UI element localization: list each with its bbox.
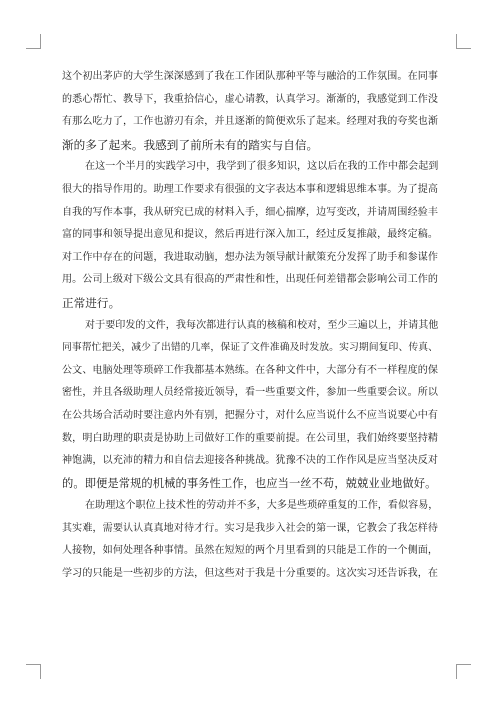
text-line: 自我的写作本事，我从研究已成的材料入手，细心揣摩，边写变改，并请周围经验丰 bbox=[62, 206, 438, 218]
text-line: 很大的指导作用的。助理工作要求有很强的文字表达本事和逻辑思维本事。为了提高 bbox=[62, 183, 438, 195]
text-line: 其实难，需要认认真真地对待才行。实习是我步入社会的第一课，它教会了我怎样待 bbox=[62, 522, 438, 534]
text-line: 在助理这个职位上技术性的劳动并不多，大多是些琐碎重复的工作，看似容易， bbox=[85, 500, 439, 512]
text-line: 同事帮忙把关，减少了出错的几率，保证了文件准确及时发放。实习期间复印、传真、 bbox=[62, 342, 438, 354]
paragraph-1 bbox=[62, 66, 438, 156]
text-line: 人接物，如何处理各种事情。虽然在短短的两个月里看到的只能是工作的一个侧面， bbox=[62, 545, 438, 557]
text-line: 在公共场合活动时要注意内外有别，把握分寸，对什么应当说什么不应当说要心中有 bbox=[62, 409, 438, 421]
text-line: 在这一个半月的实践学习中，我学到了很多知识，这以后在我的工作中都会起到 bbox=[85, 161, 439, 173]
text-line: 公文、电脑处理等琐碎工作我都基本熟练。在各种文件中，大部分有不一样程度的保 bbox=[62, 364, 438, 376]
text-line: 这个初出茅庐的大学生深深感到了我在工作团队那种平等与融洽的工作氛围。在同事 bbox=[62, 71, 438, 82]
body-text bbox=[62, 66, 438, 586]
text-line: 渐的多了起来。我感到了前所未有的踏实与自信。 bbox=[62, 137, 319, 152]
text-line: 数，明白助理的职责是协助上司做好工作的重要前提。在公司里，我们始终要坚持精 bbox=[62, 432, 438, 444]
crop-mark-bottom-right bbox=[456, 664, 471, 679]
text-line: 有那么吃力了，工作也游刃有余，并且逐渐的简便欢乐了起来。经理对我的夸奖也渐 bbox=[62, 116, 438, 128]
text-line: 对于要印发的文件，我每次都进行认真的核稿和校对，至少三遍以上，并请其他 bbox=[85, 319, 439, 331]
text-line: 的。即便是常规的机械的事务性工作，也应当一丝不苟，兢兢业业地做好。 bbox=[62, 476, 437, 490]
text-line: 用。公司上级对下级公文具有很高的严肃性和性，出现任何差错都会影响公司工作的 bbox=[62, 274, 438, 286]
text-line: 的悉心帮忙、教导下，我重拾信心，虚心请教，认真学习。渐渐的，我感觉到工作没 bbox=[62, 93, 438, 105]
crop-mark-top-right bbox=[456, 34, 471, 49]
paragraph-2 bbox=[62, 156, 438, 314]
paragraph-4 bbox=[62, 495, 438, 585]
text-line: 神饱满，以充沛的精力和自信去迎接各种挑战。犹豫不决的工作作风是应当坚决反对 bbox=[62, 455, 438, 467]
text-line: 富的同事和领导提出意见和提议，然后再进行深入加工，经过反复推敲，最终定稿。 bbox=[62, 229, 438, 241]
crop-mark-top-left bbox=[26, 34, 41, 49]
text-line: 对工作中存在的问题，我进取动脑，想办法为领导献计献策充分发挥了助手和参谋作 bbox=[62, 251, 438, 263]
text-line: 密性，并且各级助理人员经常接近领导，看一些重要文件，参加一些重要会议。所以 bbox=[62, 387, 438, 399]
text-line: 学习的只能是一些初步的方法，但这些对于我是十分重要的。这次实习还告诉我，在 bbox=[62, 568, 438, 580]
paragraph-3 bbox=[62, 315, 438, 496]
text-line: 正常进行。 bbox=[62, 295, 121, 310]
crop-mark-bottom-left bbox=[26, 664, 41, 679]
